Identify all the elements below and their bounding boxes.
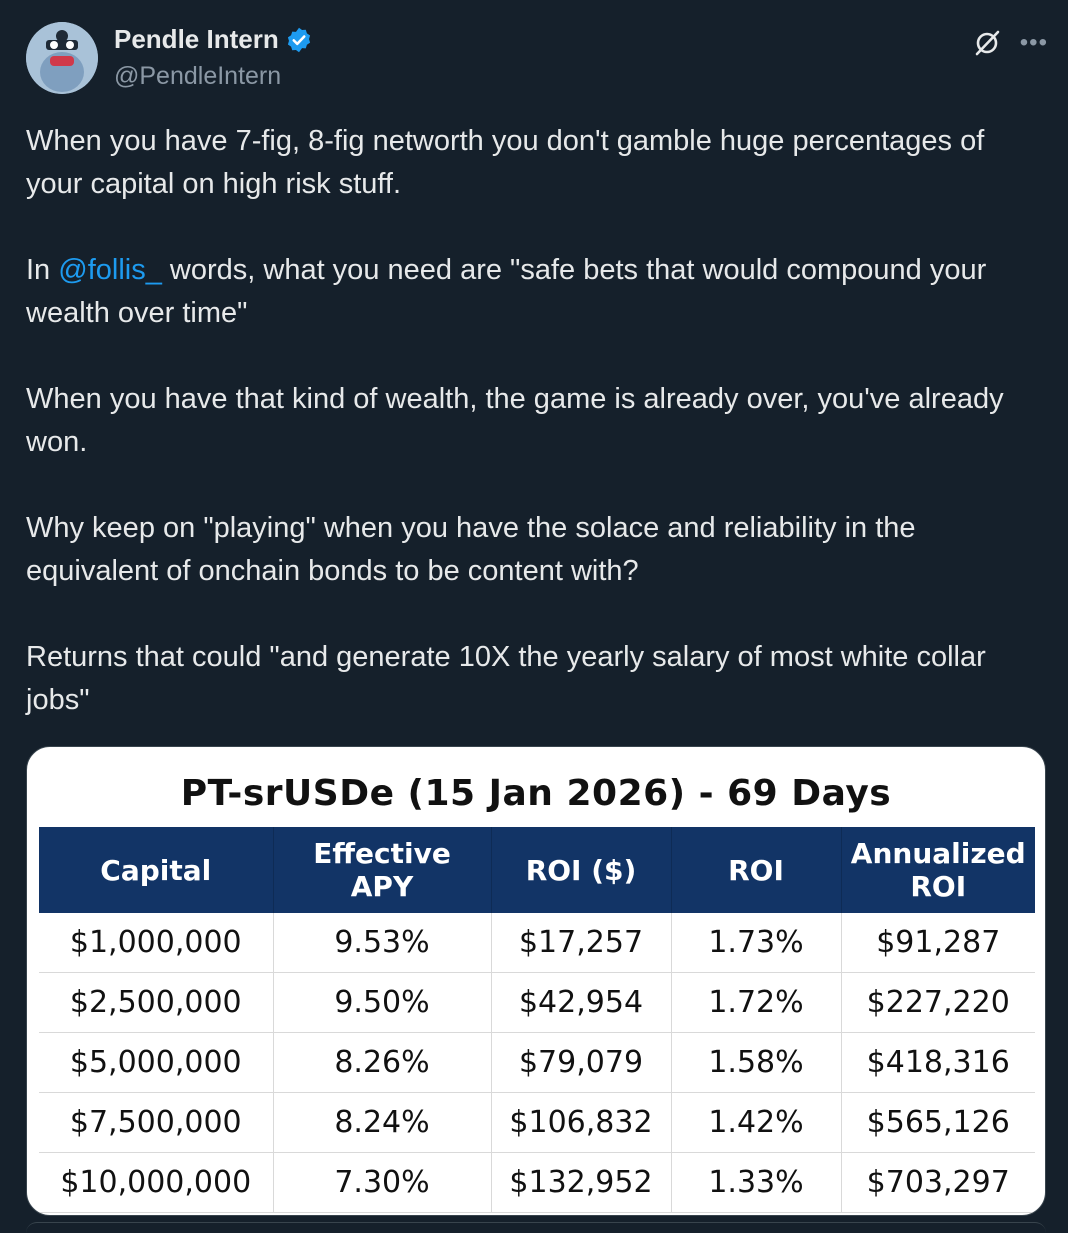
verified-badge-icon [285, 26, 313, 54]
more-options-icon[interactable]: ••• [1019, 29, 1048, 56]
table-row [39, 1033, 1035, 1093]
name-row [114, 24, 313, 55]
tweet-paragraph-5: Returns that could "and generate 10X the yearly salary of most white collar jobs" [26, 641, 986, 716]
column-header: ROI ($) [491, 827, 671, 913]
tweet-paragraph-4: Why keep on "playing" when you have the solace and reliability in the equivalent of onchain bonds to be content with? [26, 512, 916, 587]
table-cell: $7,500,000 [39, 1093, 273, 1153]
handle[interactable]: @PendleIntern [114, 62, 282, 90]
table-row [39, 1093, 1035, 1153]
table-cell: 1.72% [671, 973, 841, 1033]
table-cell: 9.50% [273, 973, 491, 1033]
table-cell: $17,257 [491, 913, 671, 973]
tweet-paragraph-1: When you have 7-fig, 8-fig networth you don't gamble huge percentages of your capital on high risk stuff. [26, 125, 985, 200]
table-cell: $91,287 [841, 913, 1035, 973]
mention-link[interactable]: @follis_ [58, 254, 162, 286]
table-cell: 1.42% [671, 1093, 841, 1153]
table-row [39, 1153, 1035, 1213]
tweet-paragraph-2-prefix: In [26, 254, 59, 286]
table-cell: $5,000,000 [39, 1033, 273, 1093]
table-cell: 9.53% [273, 913, 491, 973]
tweet-paragraph-3: When you have that kind of wealth, the game is already over, you've already won. [26, 383, 1004, 458]
avatar-image [26, 22, 98, 94]
table-cell: $227,220 [841, 973, 1035, 1033]
table-cell: $132,952 [491, 1153, 671, 1213]
media-image[interactable] [26, 746, 1046, 1216]
table-cell: $1,000,000 [39, 913, 273, 973]
tweet-text [26, 120, 1046, 722]
tweet-paragraph-2 [26, 249, 1046, 335]
tweet-paragraph-2-suffix: words, what you need are "safe bets that would compound your wealth over time" [26, 254, 987, 329]
grok-icon[interactable] [972, 28, 1002, 58]
column-header: Effective APY [273, 827, 491, 913]
avatar[interactable] [26, 22, 98, 94]
table-cell: $2,500,000 [39, 973, 273, 1033]
table-cell: 1.33% [671, 1153, 841, 1213]
table-cell: $418,316 [841, 1033, 1035, 1093]
table-row [39, 973, 1035, 1033]
table-cell: $10,000,000 [39, 1153, 273, 1213]
table-row [39, 913, 1035, 973]
table-cell: 7.30% [273, 1153, 491, 1213]
table-cell: $42,954 [491, 973, 671, 1033]
display-name[interactable]: Pendle Intern [114, 24, 279, 54]
table-cell: 8.24% [273, 1093, 491, 1153]
column-header: ROI [671, 827, 841, 913]
column-header: Annualized ROI [841, 827, 1035, 913]
table-cell: 8.26% [273, 1033, 491, 1093]
table-cell: $106,832 [491, 1093, 671, 1153]
top-actions [972, 28, 1048, 58]
table-cell: 1.58% [671, 1033, 841, 1093]
table-header-row [39, 827, 1035, 913]
tweet-header [26, 22, 1048, 96]
sheet-title: PT-srUSDe (15 Jan 2026) - 69 Days [180, 773, 892, 814]
table-cell: $79,079 [491, 1033, 671, 1093]
table-cell: $565,126 [841, 1093, 1035, 1153]
table-cell: 1.73% [671, 913, 841, 973]
next-card-edge [26, 1222, 1046, 1233]
roi-table [39, 827, 1035, 1213]
column-header: Capital [39, 827, 273, 913]
table-cell: $703,297 [841, 1153, 1035, 1213]
